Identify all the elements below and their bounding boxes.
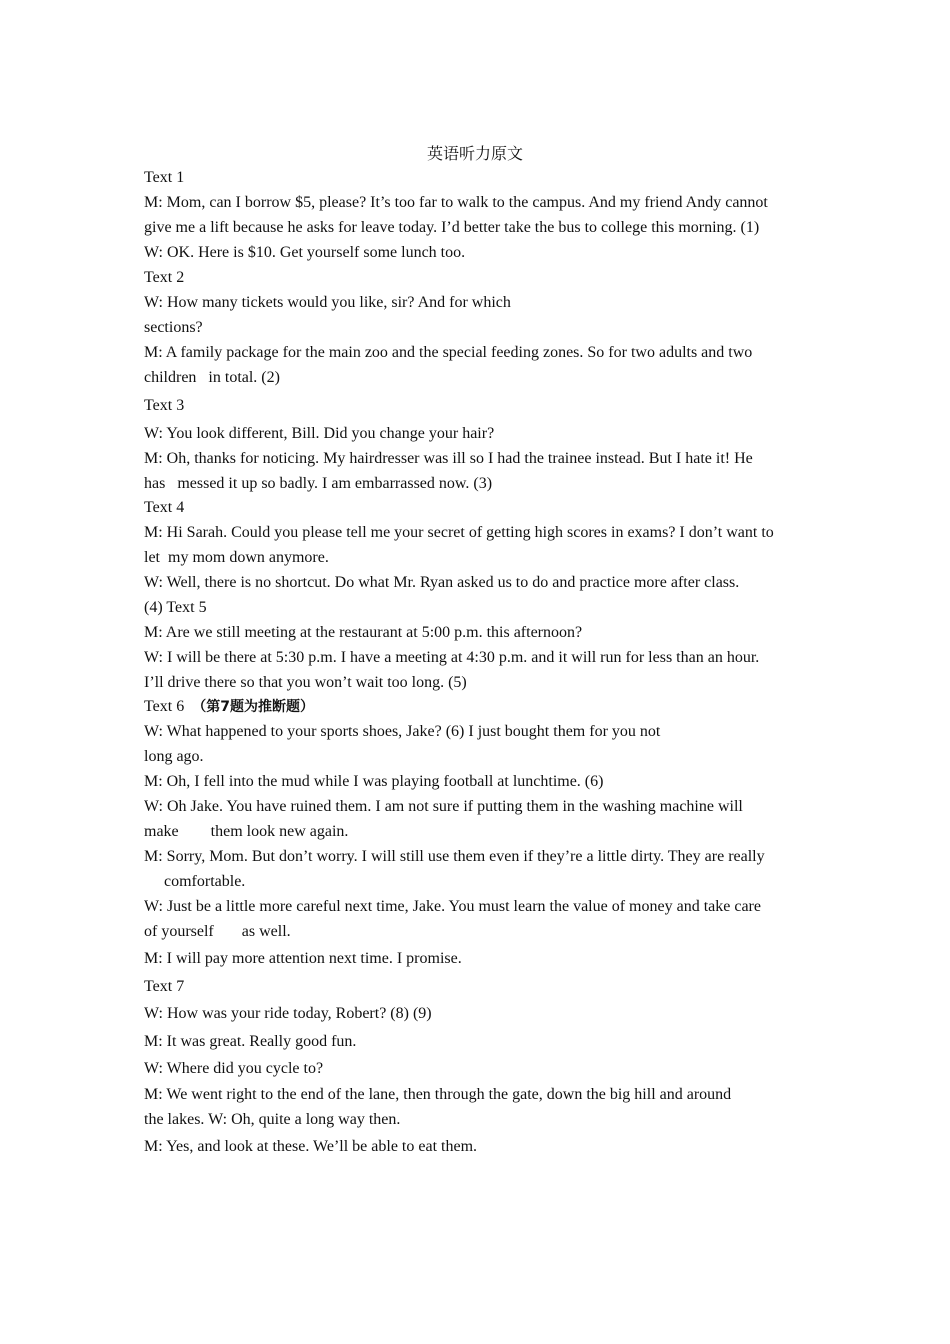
dialogue-line: M: It was great. Really good fun. <box>144 1033 357 1050</box>
dialogue-line: W: OK. Here is $10. Get yourself some lunch too. <box>144 244 466 261</box>
dialogue-line: long ago. <box>144 748 204 765</box>
dialogue-line: has messed it up so badly. I am embarrassed now. (3) <box>144 475 493 492</box>
text-heading: Text 2 <box>144 269 185 286</box>
dialogue-line: M: A family package for the main zoo and the special feeding zones. So for two adults and two <box>144 344 753 361</box>
dialogue-line: M: Oh, I fell into the mud while I was playing football at lunchtime. (6) <box>144 773 604 790</box>
text-heading: (4) Text 5 <box>144 599 207 616</box>
dialogue-line: M: Are we still meeting at the restaurant at 5:00 p.m. this afternoon? <box>144 624 583 641</box>
dialogue-line: W: Just be a little more careful next time, Jake. You must learn the value of money and take care <box>144 898 761 915</box>
dialogue-line: make them look new again. <box>144 823 349 840</box>
dialogue-line: M: I will pay more attention next time. I promise. <box>144 950 462 967</box>
dialogue-line: W: What happened to your sports shoes, Jake? (6) I just bought them for you not <box>144 723 661 740</box>
dialogue-line: M: Hi Sarah. Could you please tell me your secret of getting high scores in exams? I don’t want to <box>144 524 774 541</box>
dialogue-line: M: Sorry, Mom. But don’t worry. I will still use them even if they’re a little dirty. They are really <box>144 848 765 865</box>
text-heading: Text 3 <box>144 397 185 414</box>
dialogue-line: W: You look different, Bill. Did you change your hair? <box>144 425 495 442</box>
dialogue-line: W: Well, there is no shortcut. Do what Mr. Ryan asked us to do and practice more after class. <box>144 574 740 591</box>
dialogue-line: W: Where did you cycle to? <box>144 1060 324 1077</box>
dialogue-line: give me a lift because he asks for leave today. I’d better take the bus to college this morning. (1) <box>144 219 760 236</box>
dialogue-line: M: We went right to the end of the lane, then through the gate, down the big hill and around <box>144 1086 732 1103</box>
dialogue-line: W: How many tickets would you like, sir? And for which <box>144 294 511 311</box>
dialogue-line: the lakes. W: Oh, quite a long way then. <box>144 1111 401 1128</box>
text-heading <box>144 697 314 717</box>
dialogue-line: M: Yes, and look at these. We’ll be able to eat them. <box>144 1138 478 1155</box>
dialogue-line: sections? <box>144 319 203 336</box>
dialogue-line: W: I will be there at 5:30 p.m. I have a meeting at 4:30 p.m. and it will run for less than an hour. <box>144 649 760 666</box>
dialogue-line: I’ll drive there so that you won’t wait too long. (5) <box>144 674 467 691</box>
dialogue-line: M: Mom, can I borrow $5, please? It’s too far to walk to the campus. And my friend Andy cannot <box>144 194 768 211</box>
dialogue-line: comfortable. <box>144 873 246 890</box>
dialogue-line: W: How was your ride today, Robert? (8) (9) <box>144 1005 432 1022</box>
dialogue-line: W: Oh Jake. You have ruined them. I am not sure if putting them in the washing machine will <box>144 798 743 815</box>
text-heading: Text 1 <box>144 169 185 186</box>
dialogue-line: let my mom down anymore. <box>144 549 329 566</box>
page-title: 英语听力原文 <box>426 144 523 163</box>
dialogue-line: of yourself as well. <box>144 923 291 940</box>
text-heading-label: Text 6 <box>144 698 185 715</box>
text-heading: Text 7 <box>144 978 185 995</box>
dialogue-line: children in total. (2) <box>144 369 280 386</box>
text-heading: Text 4 <box>144 499 185 516</box>
question-note: （第7题为推断题） <box>192 699 314 715</box>
dialogue-line: M: Oh, thanks for noticing. My hairdresser was ill so I had the trainee instead. But I hate it! He <box>144 450 753 467</box>
